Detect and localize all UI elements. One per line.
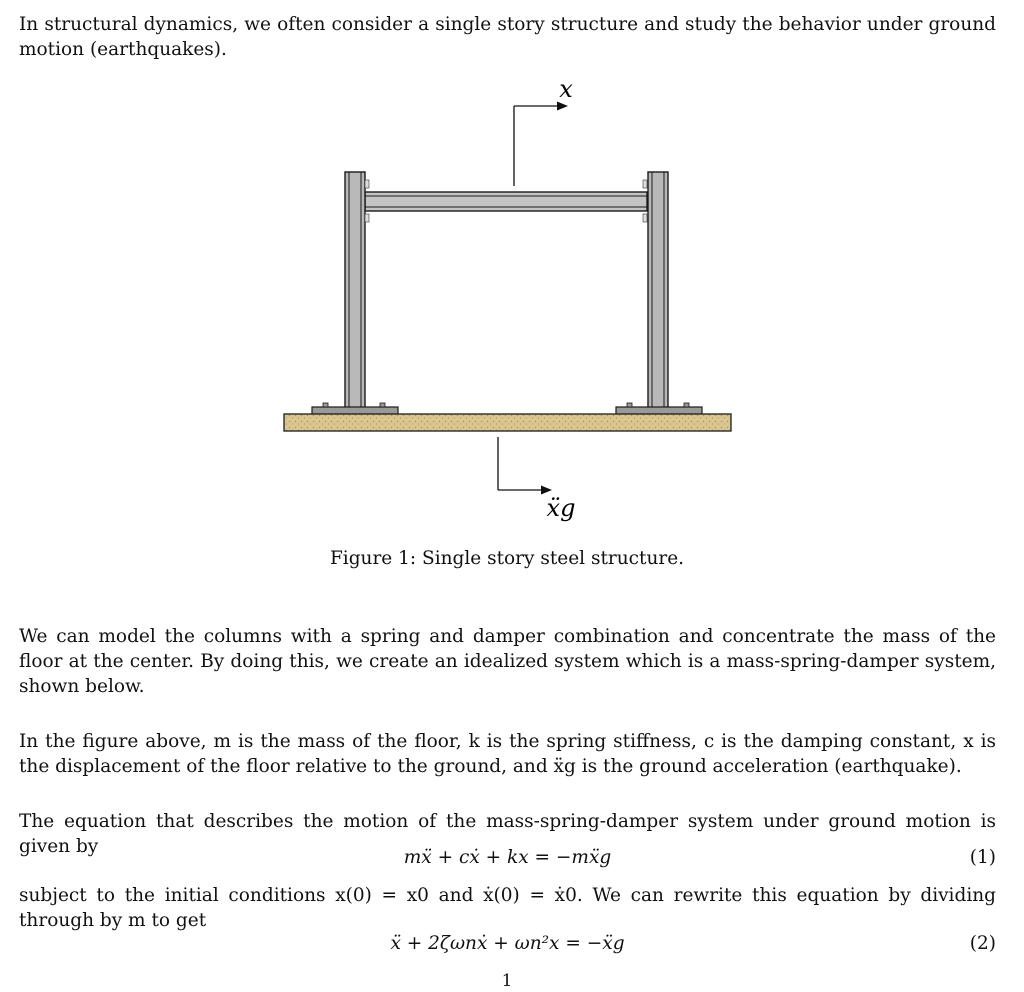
ground-slab [284, 414, 731, 431]
equation-2 [19, 931, 996, 957]
initial-conditions-paragraph: subject to the initial conditions x(0) = x0 and ẋ(0) = ẋ0. We can rewrite this equation by dividing through by m to get [19, 885, 996, 931]
x-label: x [559, 75, 573, 103]
intro-paragraph: In structural dynamics, we often consider a single story structure and study the behavior under ground motion (earthquakes). [19, 14, 996, 60]
motion-intro-paragraph: The equation that describes the motion of the mass-spring-damper system under ground motion is given by [19, 811, 996, 857]
ground-acceleration-arrow [498, 437, 552, 495]
equation-1-body: mẍ + cẋ + kx = −mẍg [403, 847, 612, 868]
left-column [345, 172, 369, 408]
ground-acceleration-label: ẍg [546, 494, 576, 522]
page-number: 1 [501, 971, 513, 991]
displacement-arrow [514, 102, 568, 187]
figure-caption: Figure 1: Single story steel structure. [329, 548, 685, 569]
model-paragraph: We can model the columns with a spring and damper combination and concentrate the mass of the floor at the center. By doing this, we create an idealized system which is a mass-spring-damper system, shown below. [19, 626, 996, 697]
equation-1 [19, 845, 996, 871]
equation-2-number: (2) [969, 933, 996, 954]
equation-2-body: ẍ + 2ζωnẋ + ωn²x = −ẍg [390, 933, 625, 954]
equation-1-number: (1) [969, 847, 996, 868]
definitions-paragraph: In the figure above, m is the mass of the floor, k is the spring stiffness, c is the damping constant, x is the displacement of the floor relative to the ground, and ẍg is the ground acceleration (earthquake). [19, 731, 996, 777]
beam [365, 192, 647, 211]
